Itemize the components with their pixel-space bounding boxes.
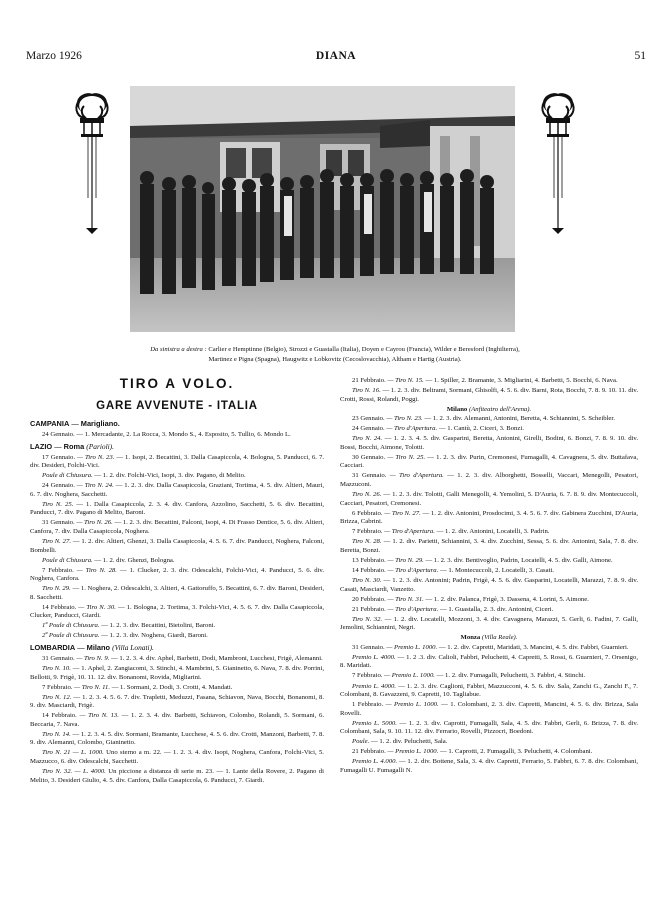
event-date: 6 Febbraio. (352, 509, 383, 517)
result-entry (340, 528, 638, 537)
result-entry (340, 538, 638, 555)
event-results: — 1. Guastalla, 2. 3. div. Antonini, Ciceri. (439, 605, 554, 613)
event-date: 7 Febbraio. (352, 672, 383, 680)
event-results: — 1. 2. div. Capretti, Maridati, 3. Mancini, 4. 5. div. Fabbri, Guarnieri. (438, 643, 629, 651)
event-name: — Tiro N. 23. (386, 415, 423, 423)
article-column-right (340, 377, 638, 777)
event-results: — 1. Cantù, 2. Ciceri, 3. Bonzi. (438, 425, 524, 433)
result-entry (340, 701, 638, 718)
article-subtitle: GARE AVVENUTE - ITALIA (96, 400, 258, 412)
event-name: — Tiro d'Apertura. (386, 425, 438, 433)
event-results: — 1. 2. div. Peluchetti, Sala. (370, 738, 448, 746)
event-name: Tiro N. 16. (352, 387, 381, 395)
event-results: — 1. 2. 3. div. Alemanni, Antonini, Beretta, 4. Schiannini, 5. Scheibler. (424, 415, 615, 423)
event-name: — Premio L. 1000. (387, 748, 439, 756)
event-results: — 1. 2. div. Locatelli, Mozzoni, 3. 4. div. Cavagnera, Marazzi, 5. Gerli, 6. Fadini, 7. Galli, Jemolini, Schiannini, Negri. (340, 615, 638, 632)
result-entry (340, 654, 638, 671)
event-results: — 1. Montecuccoli, 2. Locatelli, 3. Casati. (439, 566, 554, 574)
event-date: 24 Gennaio. (352, 425, 385, 433)
event-results: — 1. Isopi, 2. Becattini, 3. Dalla Casapiccola, 4. Bologna, 5. Panducci, 6. 7. div. Desideri, Folchi-Vici. (30, 453, 324, 470)
event-results: — 1. 2. div. Bottene, Sala, 3. 4. div. Capretti, Ferrario, 5. Fabbri, 6. 7. 8. div. Colombani, Fumagalli U. Fumagalli N. (340, 758, 638, 774)
event-name: — Premio L. 1000. (384, 672, 435, 680)
result-entry (340, 435, 638, 452)
result-entry (30, 694, 324, 711)
event-name: 2ª Poule di Chiusura. (42, 632, 100, 640)
event-name: — Tiro N. 9. (76, 654, 110, 662)
caption-line: Martinez e Pigna (Spagna), Haugwitz e Lobkovitz (Cecoslovacchia), Altham e Hartig (Austria). (208, 356, 462, 363)
journal-title: DIANA (315, 50, 357, 62)
result-entry (340, 606, 638, 615)
event-name: Tiro N. 30. (352, 576, 382, 584)
event-name: 1ª Poule di Chiusura. (42, 622, 100, 630)
event-date: 24 Gennaio. (42, 482, 75, 490)
region-heading: LAZIO — Roma (Parioli). (30, 441, 114, 451)
event-name: Tiro N. 28. (352, 538, 382, 546)
event-results: — 1. 2. 3. div. Alborghetti, Bosselli, Vaccari, Menegolli, Pesatori, Mazzuconi. (340, 472, 638, 489)
event-name: Premio L. 4000. (352, 653, 396, 661)
event-date: 31 Gennaio. (352, 643, 385, 651)
region-venue: (Villa Lonati). (112, 642, 154, 652)
result-entry (340, 425, 638, 434)
result-entry (340, 491, 638, 508)
art-nouveau-ornament-icon (538, 88, 578, 238)
result-entry (30, 655, 324, 664)
event-date: 31 Gennaio. (42, 654, 75, 662)
event-results: — 1. 2. 3. div. Bentivoglio, Padrin, Locatelli, 4. 5. div. Galli, Aimone. (425, 556, 613, 564)
result-entry (30, 538, 324, 555)
event-results: — 1. Noghera, 2. Odescalchi, 3. Altieri, 4. Gattoruffo, 5. Becattini, 6. 7. div. Baroni, Desideri, 8. Sacchetti. (30, 585, 324, 601)
result-entry (340, 720, 638, 737)
region-name: LOMBARDIA (30, 642, 76, 652)
event-results: — 1. Mercadante, 2. La Rocca, 3. Mondo S., 4. Esposito, 5. Tullio, 6. Mondo L. (76, 431, 291, 438)
event-results: — 1. 2. 3. div. Beltrami, Sormani, Ghisolfi, 4. 5. 6. div. Barni, Rota, Bocchi, 7. 8. 9. 10. 11. div. Crotti, Rossi, Rolandi, Poggi. (340, 387, 639, 403)
event-name: Poule di Chiusura. (42, 556, 93, 564)
result-entry (30, 567, 324, 584)
event-date: 21 Febbraio. (352, 748, 386, 756)
result-entry (30, 749, 324, 766)
event-name: — Tiro N. 28. (76, 566, 117, 574)
result-entry (340, 557, 638, 566)
event-date: 1 Febbraio. (352, 701, 384, 709)
result-entry (30, 501, 324, 518)
event-name: Tiro N. 29. (42, 585, 71, 593)
event-results: — 1. Caprotti, 2. Fumagalli, 3. Peluchetti, 4. Colombani. (440, 748, 593, 756)
event-name: — Tiro N. 24. (76, 482, 114, 490)
event-results: — 1. 2. div. Antonini, Locatelli, 3. Padrin. (436, 528, 550, 536)
photo-caption (84, 345, 586, 365)
event-results: — 1. 2. 3. div. Antonini; Padrin, Frigè, 4. 5. 6. div. Gasparini, Locatelli, Marazzi, 7. 8. 9. div. Casati, Masciardi, Vanzetto. (340, 576, 638, 593)
result-entry (30, 472, 324, 481)
page-number: 51 (634, 50, 646, 62)
event-results: — 1. 2. div. Folchi-Vici, Isopi, 3. div. Pagano, di Melito. (94, 472, 246, 480)
event-results: — 1. 2. 3. div. Tolotti, Galli Menegolli, 4. Yemolini, 5. D'Auria, 6. 7. 8. 9. div. Montecuccoli, Cacciari, Pesatori, Cremonesi. (340, 491, 638, 507)
event-name: — Tiro N. 31. (387, 595, 424, 603)
event-name: Tiro N. 24. (352, 435, 383, 443)
event-name: — Premio L. 1000. (385, 701, 439, 709)
result-entry (340, 644, 638, 653)
caption-line: Carlier e Hemptinne (Belgio), Strozzi e Guastalla (Italia), Doyen e Cayrou (Francia), Wilder e Beresford (Inghilterra), (208, 346, 520, 353)
result-entry (340, 510, 638, 527)
venue-heading (340, 406, 638, 415)
venue-subtitle: (Anfiteatro dell'Arena). (468, 405, 532, 413)
result-entry (30, 585, 324, 602)
event-results: — 1. Spiller, 2. Bramante, 3. Migliarini, 4. Barbetti, 5. Bocchi, 6. Nava. (425, 377, 618, 384)
event-date: 30 Gennaio. (352, 453, 386, 461)
event-name: Premio L. 4000. (352, 682, 397, 690)
group-photo (130, 86, 515, 332)
result-entry (340, 472, 638, 489)
page-header (26, 50, 646, 66)
event-name: — Tiro N. 15. (387, 377, 424, 384)
result-entry (340, 567, 638, 576)
result-entry (30, 731, 324, 748)
result-entry (340, 758, 638, 775)
event-name: Tiro N. 32. (352, 615, 383, 623)
event-name: Tiro N. 14. (42, 730, 71, 738)
result-entry (30, 632, 324, 641)
event-name: Tiro N. 25. (42, 500, 74, 508)
event-name: Premio L. 4.000. (352, 758, 398, 766)
event-results: — 1. 2. 3. div. Becattini, Falconi, Isopi, 4. Di Frasso Dentice, 5. 6. div. Altieri, Canfora, 7. div. Dalla Casapiccola, Noghera. (30, 519, 325, 535)
event-name: — Premio L. 1000. (386, 643, 438, 651)
event-results: — 1. 2 .3. div. Calioli, Fabbri, Peluchetti, 4. Capretti, 5. Rossi, 6. Guarnieri, 7. Orsenigo, 8. Maridati. (340, 653, 638, 670)
event-results: — 1. 2. div. Parietti, Schiannini, 3. 4. div. Zucchini, Sessa, 5. 6. div. Antonini, Sala, 7. 8. div. Beretta, Bonzi. (340, 538, 639, 554)
event-date: 21 Febbraio. (352, 377, 386, 384)
venue-subtitle: (Villa Reale). (481, 634, 518, 642)
event-name: Tiro N. 10. (42, 665, 71, 673)
result-entry (340, 415, 638, 424)
article-title: TIRO A VOLO. (119, 376, 235, 391)
result-entry (30, 604, 324, 621)
event-results: — 1. 2. 3. 4. div. Aphel, Barbetti, Dodi, Mambroni, Lucchesi, Frigè, Alemanni. (111, 654, 323, 662)
event-name: — Tiro N. 30. (78, 603, 116, 611)
event-results: — 1. 2. 3. 4. 5. div. Gasparini, Beretta, Antonini, Girelli, Bodini, 6. Bonzi, 7. 8. 9. 10. div. Bossi, Bocchi, Aimone, Tolotti. (340, 435, 638, 451)
event-results: — 1. 2. 3. div. Becattini, Bietolini, Baroni. (101, 622, 216, 630)
region-heading: CAMPANIA — Marigliano. (30, 419, 120, 428)
event-name: — Tiro N. 25. (387, 453, 426, 461)
event-results: — 1. Dalla Casapiccola, 2. 3. 4. div. Canfora, Azzolino, Sacchetti, 5. 6. div. Becattini, Panducci, 7. div. Pagano di Melito, Baroni. (30, 500, 325, 517)
result-entry (30, 622, 324, 631)
event-results: — 1. Clucker, 2. 3. div. Odescalchi, Folchi-Vici, 4. Panducci, 5. 6. div. Noghera, Canfora. (30, 566, 325, 583)
event-name: Poule. (352, 738, 370, 746)
caption-lead: Da sinistra a destra : (150, 346, 207, 353)
result-entry (30, 482, 324, 499)
venue-name: Milano (446, 405, 468, 413)
event-date: 14 Febbraio. (352, 566, 386, 574)
event-results: Un piccione a distanza di serie m. 23. — 1. Lante della Rovere, 2. Pagano di Melito, 3. Desideri Giulio, 4. 5. div. Canfora, Dalla Casapiccola, 6. Panducci, 7. Giardi. (30, 768, 324, 784)
venue-name: Monza (460, 634, 481, 642)
article-column-left (30, 376, 324, 787)
venue-heading (340, 634, 638, 643)
event-date: 31 Gennaio. (42, 519, 75, 527)
result-entry (340, 577, 638, 594)
event-date: 17 Gennaio. (42, 453, 76, 461)
event-name: — Tiro N. 26. (76, 519, 113, 527)
region-name: CAMPANIA (30, 419, 70, 428)
result-entry (30, 454, 324, 471)
event-name: — Tiro d'Apertura. (387, 566, 439, 574)
event-date: 14 Febbraio. (42, 603, 77, 611)
result-entry (340, 377, 638, 386)
event-name: Tiro N. 26. (352, 491, 382, 499)
event-results: — 1. 2. div. Antonini, Prosdocimi, 3. 4. 5. 6. 7. div. Gabinera Zucchini, D'Auria, Brizza, Cabrini. (340, 509, 639, 526)
event-results: — 1. Bologna, 2. Tortima, 3. Folchi-Vici, 4. 5. 6. 7. div. Dalla Casapiccola, Clucker, Panducci, Giardi. (30, 603, 325, 620)
result-entry (30, 684, 324, 693)
event-results: — 1. Aphel, 2. Zangiacomi, 3. Stinchi, 4. Mambrini, 5. Gianinetto, 6. Nava, 7. 8. div. Porrini, Bellotti, 9. Frigè, 10. 11. 12. div. Bonanomi, Rovida, Migliarini. (30, 665, 324, 681)
event-results: — 1. 2. 3. div. Noghera, Giardi, Baroni. (101, 632, 208, 640)
event-results: Uno sterno a m. 22. — 1. 2. 3. 4. div. Isopi, Noghera, Canfora, Folchi-Vici, 5. Mazzucco, 6. div. Odescalchi, Sacchetti. (30, 749, 324, 765)
event-name: — Tiro d'Apertura. (389, 472, 444, 480)
event-name: — Tiro d'Apertura. (384, 528, 435, 536)
region-name: LAZIO (30, 441, 53, 451)
result-entry (340, 387, 638, 404)
event-date: 7 Febbraio. (42, 683, 73, 691)
result-entry (30, 431, 324, 440)
event-name: Tiro N. 12. (42, 693, 72, 701)
result-entry (340, 683, 638, 700)
event-results: — 1. Sormani, 2. Dodi, 3. Crotti, 4. Mandati. (111, 683, 233, 691)
event-results: — 1. 2. 3. 4. 5. 6. 7. div. Trapletti, Meduzzi, Fasana, Schiavon, Nava, Bocchi, Bonanomi, 8. 9. div. Masciardi, Frigè. (30, 693, 324, 710)
result-entry (340, 596, 638, 605)
event-date: 7 Febbraio. (352, 528, 383, 536)
event-name: Tiro N. 27. (42, 537, 72, 545)
result-entry (30, 519, 324, 536)
region-venue: (Parioli). (86, 441, 114, 451)
result-entry (30, 712, 324, 729)
event-results: — 1. 2. 3. div. Caglioni, Fabbri, Mazzucconi, 4. 5. 6. div. Sala, Zanchi G., Zanchi F., 7. Colombani, 8. Gavazzeni, 9. Capretti, 10. Tagliabue. (340, 682, 638, 699)
event-date: 13 Febbraio. (352, 556, 386, 564)
event-name: — Tiro N. 11. (74, 683, 111, 691)
result-entry (340, 748, 638, 757)
event-name: — Tiro N. 23. (77, 453, 115, 461)
result-entry (340, 616, 638, 633)
event-date: 14 Febbraio. (42, 712, 77, 720)
event-results: — 1. 2. div. Altieri, Ghenzi, 3. Dalla Casapiccola, 4. 5. 6. 7. div. Panducci, Noghera, Falconi, Bombelli. (30, 537, 324, 554)
region-location: Roma (63, 441, 85, 451)
result-entry (30, 557, 324, 566)
event-name: Premio L. 5000. (352, 719, 397, 727)
art-nouveau-ornament-icon (72, 88, 112, 238)
region-location: Milano (86, 642, 111, 652)
event-results: — 1. 2. 3. div. Dalla Casapiccola, Graziani, Tortima, 4. 5. div. Altieri, Mauri, 6. 7. div. Noghera, Sacchetti. (30, 482, 325, 498)
event-name: Poule di Chiusura. (42, 472, 93, 480)
event-date: 31 Gennaio. (352, 472, 387, 480)
event-date: 7 Febbraio. (42, 566, 74, 574)
event-date: 20 Febbraio. (352, 595, 386, 603)
event-date: 23 Gennaio. (352, 415, 385, 423)
event-results: — 1. 2. div. Fumagalli, Peluchetti, 3. Fabbri, 4. Stinchi. (436, 672, 586, 680)
event-name: — Tiro N. 29. (387, 556, 424, 564)
event-results: — 1. Colombani, 2. 3. div. Capretti, Mancini, 4. 5. 6. div. Brizza, Sala Rovelli. (340, 701, 639, 717)
result-entry (340, 738, 638, 747)
event-results: — 1. 2. 3. 4. 5. div. Sormani, Bramante, Lucchese, 4. 5. 6. div. Crotti, Manzoni, Barbetti, 7. 8. 9. div. Alemanni, Colombo, Gianinetto. (30, 730, 324, 747)
event-results: — 1. 2. 3. 4. div. Barbetti, Schiavon, Colombo, Rolandi, 5. Sormani, 6. Beccaria, 7. Nava. (30, 712, 325, 728)
result-entry (340, 672, 638, 681)
event-name: — Tiro N. 13. (79, 712, 119, 720)
result-entry (30, 665, 324, 682)
event-name: Tiro N. 32. — L. 4000. (42, 768, 106, 776)
result-entry (340, 454, 638, 471)
event-results: — 1. 2. div. Ghenzi, Bologna. (94, 556, 175, 564)
event-results: — 1. 2. 3. div. Purin, Cremonesi, Fumagalli, 4. Cavagnera, 5. div. Buttafava, Cacciari. (340, 453, 639, 470)
region-location: Marigliano. (80, 419, 120, 428)
event-name: — Tiro d'Apertura. (387, 605, 439, 613)
issue-date: Marzo 1926 (26, 50, 82, 62)
event-results: — 1. 2. 3. div. Caprotti, Fumagalli, Sala, 4. 5. div. Fabbri, Gerli, 6. Brizza, 7. 8. div. Colombani, Sala, 9. 10. 11. 12. div. Ferrario, Rovelli, Pizzocri, Boedoni. (340, 719, 638, 736)
event-name: — Tiro N. 27. (384, 509, 421, 517)
event-results: — 1. 2. div. Palanca, Frigè, 3. Dassena, 4. Lorini, 5. Aimone. (425, 595, 589, 603)
event-name: Tiro N. 21 — L. 1000. (42, 749, 104, 757)
result-entry (30, 768, 324, 785)
region-heading: LOMBARDIA — Milano (Villa Lonati). (30, 642, 154, 652)
event-date: 24 Gennaio. (42, 431, 75, 438)
event-date: 21 Febbraio. (352, 605, 386, 613)
